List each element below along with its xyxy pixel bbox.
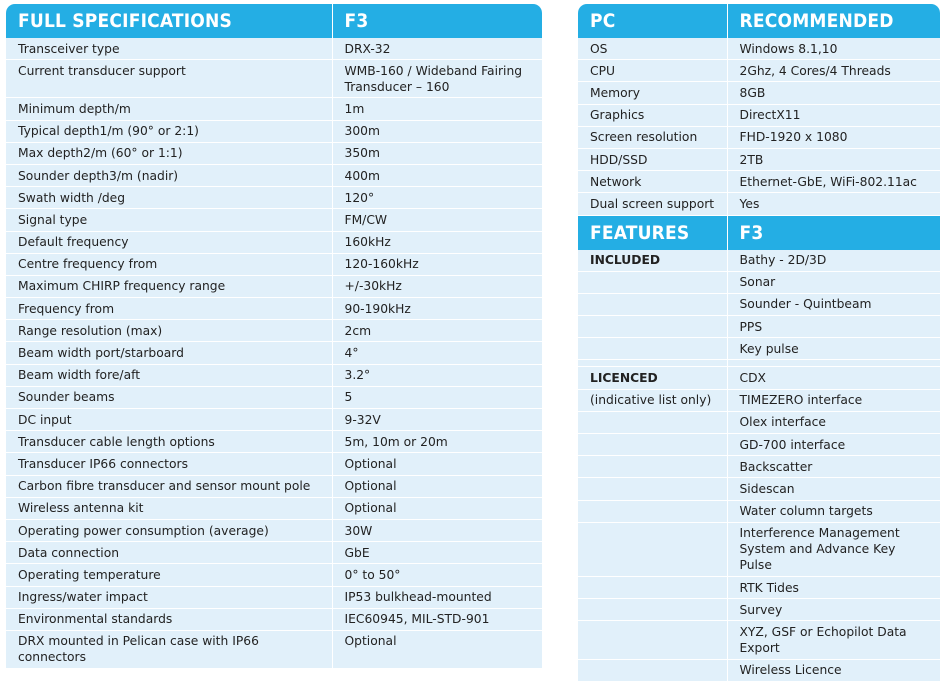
- spec-row: [6, 164, 542, 186]
- included-feature-row: [578, 250, 940, 272]
- row-label-empty: [578, 500, 727, 522]
- pc-row: [578, 148, 940, 170]
- spec-row: [6, 608, 542, 630]
- included-feature-row: [578, 293, 940, 315]
- model-title: F3: [332, 4, 542, 38]
- pc-row: [578, 171, 940, 193]
- spec-value: 9-32V: [332, 409, 542, 431]
- licenced-feature-row: [578, 411, 940, 433]
- spec-value: DRX-32: [332, 38, 542, 60]
- row-label-empty: [578, 456, 727, 478]
- spec-row: [6, 60, 542, 98]
- spec-row: [6, 142, 542, 164]
- spec-row: [6, 298, 542, 320]
- licenced-feature-row: [578, 599, 940, 621]
- specifications-table: [6, 4, 542, 669]
- spec-label: Operating power consumption (average): [6, 519, 332, 541]
- included-feature-row: [578, 316, 940, 338]
- spec-label: Transducer cable length options: [6, 431, 332, 453]
- pc-row: [578, 38, 940, 60]
- included-feature: Sounder - Quintbeam: [727, 293, 940, 315]
- pc-row: [578, 82, 940, 104]
- licenced-feature: Sidescan: [727, 478, 940, 500]
- specifications-title: FULL SPECIFICATIONS: [6, 4, 332, 38]
- spec-row: [6, 38, 542, 60]
- spec-value: 120-160kHz: [332, 253, 542, 275]
- spec-label: Transducer IP66 connectors: [6, 453, 332, 475]
- pc-label: CPU: [578, 60, 727, 82]
- spec-value: Optional: [332, 475, 542, 497]
- spec-row: [6, 209, 542, 231]
- spec-row: [6, 98, 542, 120]
- spec-value: 400m: [332, 164, 542, 186]
- spec-label: Default frequency: [6, 231, 332, 253]
- spec-label: Sounder depth3/m (nadir): [6, 164, 332, 186]
- pc-row: [578, 104, 940, 126]
- spec-label: Maximum CHIRP frequency range: [6, 275, 332, 297]
- features-model-title: F3: [727, 215, 940, 250]
- included-feature: Key pulse: [727, 338, 940, 360]
- licenced-feature-row: [578, 576, 940, 598]
- pc-value: FHD-1920 x 1080: [727, 126, 940, 148]
- licenced-feature: GD-700 interface: [727, 434, 940, 456]
- spec-value: 3.2°: [332, 364, 542, 386]
- pc-label: Dual screen support: [578, 193, 727, 215]
- spec-value: 5: [332, 386, 542, 408]
- spec-label: Max depth2/m (60° or 1:1): [6, 142, 332, 164]
- spec-value: FM/CW: [332, 209, 542, 231]
- spec-value: 350m: [332, 142, 542, 164]
- licenced-feature-row: [578, 434, 940, 456]
- features-title: FEATURES: [578, 215, 727, 250]
- spec-value: IEC60945, MIL-STD-901: [332, 608, 542, 630]
- pc-label: HDD/SSD: [578, 148, 727, 170]
- spec-row: [6, 630, 542, 668]
- spec-label: Data connection: [6, 542, 332, 564]
- spec-row: [6, 320, 542, 342]
- licenced-label: LICENCED: [578, 367, 727, 389]
- row-label-empty: [578, 411, 727, 433]
- spec-value: 30W: [332, 519, 542, 541]
- row-label-empty: [578, 271, 727, 293]
- included-feature: PPS: [727, 316, 940, 338]
- spec-row: [6, 519, 542, 541]
- pc-row: [578, 126, 940, 148]
- licenced-feature: TIMEZERO interface: [727, 389, 940, 411]
- spec-value: 160kHz: [332, 231, 542, 253]
- included-label: INCLUDED: [578, 250, 727, 272]
- spec-label: Carbon fibre transducer and sensor mount pole: [6, 475, 332, 497]
- spec-label: Range resolution (max): [6, 320, 332, 342]
- spec-label: DRX mounted in Pelican case with IP66 connectors: [6, 630, 332, 668]
- spec-row: [6, 497, 542, 519]
- spec-label: Transceiver type: [6, 38, 332, 60]
- spec-label: Minimum depth/m: [6, 98, 332, 120]
- pc-value: Ethernet-GbE, WiFi-802.11ac: [727, 171, 940, 193]
- spec-value: 5m, 10m or 20m: [332, 431, 542, 453]
- spec-value: 4°: [332, 342, 542, 364]
- spec-value: 90-190kHz: [332, 298, 542, 320]
- spec-row: [6, 120, 542, 142]
- spec-label: Swath width /deg: [6, 187, 332, 209]
- spec-row: [6, 364, 542, 386]
- licenced-feature: Wireless Licence: [727, 659, 940, 681]
- licenced-feature: RTK Tides: [727, 576, 940, 598]
- spec-value: Optional: [332, 630, 542, 668]
- included-feature-row: [578, 338, 940, 360]
- included-feature: Sonar: [727, 271, 940, 293]
- pc-header: [578, 4, 940, 38]
- row-label-empty: [578, 659, 727, 681]
- spec-label: Frequency from: [6, 298, 332, 320]
- pc-value: 8GB: [727, 82, 940, 104]
- pc-requirements-table: [578, 4, 940, 682]
- spec-value: GbE: [332, 542, 542, 564]
- spec-label: Beam width fore/aft: [6, 364, 332, 386]
- licenced-feature-row: [578, 522, 940, 576]
- row-label-empty: [578, 599, 727, 621]
- spec-label: Environmental standards: [6, 608, 332, 630]
- spec-value: Optional: [332, 453, 542, 475]
- licenced-feature-row: [578, 621, 940, 659]
- spec-value: IP53 bulkhead-mounted: [332, 586, 542, 608]
- row-label-empty: [578, 621, 727, 659]
- included-feature: Bathy - 2D/3D: [727, 250, 940, 272]
- specifications-header: [6, 4, 542, 38]
- licenced-feature: XYZ, GSF or Echopilot Data Export: [727, 621, 940, 659]
- spec-label: Ingress/water impact: [6, 586, 332, 608]
- pc-row: [578, 193, 940, 215]
- licenced-feature: Olex interface: [727, 411, 940, 433]
- spec-row: [6, 542, 542, 564]
- spec-row: [6, 253, 542, 275]
- licenced-feature-row: [578, 500, 940, 522]
- pc-value: 2TB: [727, 148, 940, 170]
- spec-row: [6, 342, 542, 364]
- row-label-empty: [578, 338, 727, 360]
- spec-label: Centre frequency from: [6, 253, 332, 275]
- licenced-feature: Interference Management System and Advance Key Pulse: [727, 522, 940, 576]
- spec-row: [6, 386, 542, 408]
- licenced-feature-row: [578, 367, 940, 389]
- pc-label: OS: [578, 38, 727, 60]
- pc-row: [578, 60, 940, 82]
- spec-label: DC input: [6, 409, 332, 431]
- spec-row: [6, 431, 542, 453]
- spec-row: [6, 231, 542, 253]
- row-label-empty: [578, 576, 727, 598]
- spec-label: Current transducer support: [6, 60, 332, 98]
- spec-label: Sounder beams: [6, 386, 332, 408]
- pc-value: Yes: [727, 193, 940, 215]
- spec-value: +/-30kHz: [332, 275, 542, 297]
- row-label-empty: [578, 522, 727, 576]
- pc-label: Graphics: [578, 104, 727, 126]
- spec-value: 2cm: [332, 320, 542, 342]
- licenced-feature: Backscatter: [727, 456, 940, 478]
- row-label-empty: [578, 478, 727, 500]
- spec-row: [6, 475, 542, 497]
- spec-label: Operating temperature: [6, 564, 332, 586]
- full-specifications-panel: [6, 4, 542, 669]
- recommended-title: RECOMMENDED: [727, 4, 940, 38]
- spec-label: Signal type: [6, 209, 332, 231]
- spec-row: [6, 275, 542, 297]
- spec-row: [6, 564, 542, 586]
- spec-label: Beam width port/starboard: [6, 342, 332, 364]
- pc-features-panel: [578, 4, 940, 682]
- licenced-feature: Water column targets: [727, 500, 940, 522]
- features-header: [578, 215, 940, 250]
- licenced-feature: CDX: [727, 367, 940, 389]
- spec-row: [6, 187, 542, 209]
- row-label-empty: [578, 434, 727, 456]
- pc-value: Windows 8.1,10: [727, 38, 940, 60]
- spec-row: [6, 409, 542, 431]
- divider-cell: [578, 360, 727, 367]
- licenced-sublabel: (indicative list only): [578, 389, 727, 411]
- divider-cell: [727, 360, 940, 367]
- pc-title: PC: [578, 4, 727, 38]
- pc-value: DirectX11: [727, 104, 940, 126]
- spec-value: Optional: [332, 497, 542, 519]
- pc-label: Network: [578, 171, 727, 193]
- spec-value: WMB-160 / Wideband Fairing Transducer – 160: [332, 60, 542, 98]
- spec-value: 1m: [332, 98, 542, 120]
- row-label-empty: [578, 293, 727, 315]
- pc-label: Screen resolution: [578, 126, 727, 148]
- pc-label: Memory: [578, 82, 727, 104]
- spec-value: 0° to 50°: [332, 564, 542, 586]
- included-feature-row: [578, 271, 940, 293]
- spec-value: 120°: [332, 187, 542, 209]
- section-divider: [578, 360, 940, 367]
- spec-row: [6, 586, 542, 608]
- spec-value: 300m: [332, 120, 542, 142]
- licenced-feature-row: [578, 478, 940, 500]
- licenced-feature: Survey: [727, 599, 940, 621]
- spec-row: [6, 453, 542, 475]
- licenced-feature-row: [578, 456, 940, 478]
- spec-label: Wireless antenna kit: [6, 497, 332, 519]
- row-label-empty: [578, 316, 727, 338]
- licenced-feature-row: [578, 659, 940, 681]
- pc-value: 2Ghz, 4 Cores/4 Threads: [727, 60, 940, 82]
- spec-label: Typical depth1/m (90° or 2:1): [6, 120, 332, 142]
- licenced-feature-row: [578, 389, 940, 411]
